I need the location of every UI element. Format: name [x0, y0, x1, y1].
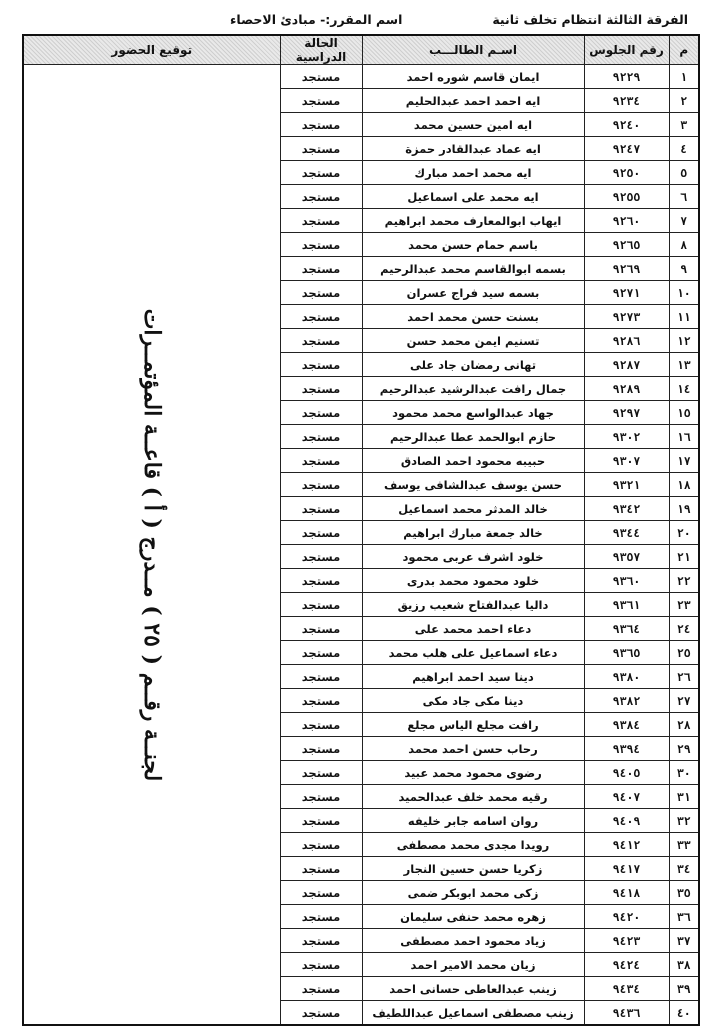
- seat-number: ٩٢٦٥: [584, 233, 669, 257]
- student-name: تسنيم ايمن محمد حسن: [362, 329, 584, 353]
- seat-number: ٩٤٣٦: [584, 1001, 669, 1026]
- study-status: مستجد: [280, 305, 362, 329]
- student-name: خالد المدثر محمد اسماعيل: [362, 497, 584, 521]
- seat-number: ٩٢٢٩: [584, 65, 669, 89]
- seat-number: ٩٤٢٠: [584, 905, 669, 929]
- study-status: مستجد: [280, 833, 362, 857]
- student-name: رحاب حسن احمد محمد: [362, 737, 584, 761]
- study-status: مستجد: [280, 761, 362, 785]
- row-number: ٩: [669, 257, 699, 281]
- row-number: ٣٥: [669, 881, 699, 905]
- row-number: ٣٠: [669, 761, 699, 785]
- row-number: ٣٤: [669, 857, 699, 881]
- study-status: مستجد: [280, 449, 362, 473]
- seat-number: ٩٣٦٤: [584, 617, 669, 641]
- study-status: مستجد: [280, 233, 362, 257]
- study-status: مستجد: [280, 929, 362, 953]
- student-name: ايه احمد احمد عبدالحليم: [362, 89, 584, 113]
- study-status: مستجد: [280, 425, 362, 449]
- student-name: حبيبه محمود احمد الصادق: [362, 449, 584, 473]
- seat-number: ٩٣٢١: [584, 473, 669, 497]
- row-number: ١٠: [669, 281, 699, 305]
- student-name: تهانى رمضان جاد على: [362, 353, 584, 377]
- row-number: ٣٧: [669, 929, 699, 953]
- seat-number: ٩٣٠٢: [584, 425, 669, 449]
- seat-number: ٩٣٦١: [584, 593, 669, 617]
- seat-number: ٩٢٦٩: [584, 257, 669, 281]
- row-number: ٤٠: [669, 1001, 699, 1026]
- study-status: مستجد: [280, 857, 362, 881]
- study-status: مستجد: [280, 905, 362, 929]
- row-number: ١٣: [669, 353, 699, 377]
- row-number: ٢٣: [669, 593, 699, 617]
- row-number: ٣١: [669, 785, 699, 809]
- seat-number: ٩٢٥٥: [584, 185, 669, 209]
- row-number: ٢: [669, 89, 699, 113]
- table-header-row: [23, 35, 699, 65]
- study-status: مستجد: [280, 737, 362, 761]
- study-status: مستجد: [280, 185, 362, 209]
- study-status: مستجد: [280, 785, 362, 809]
- study-status: مستجد: [280, 473, 362, 497]
- student-name: رضوى محمود محمد عبيد: [362, 761, 584, 785]
- row-number: ٢٠: [669, 521, 699, 545]
- row-number: ٤: [669, 137, 699, 161]
- row-number: ٢٢: [669, 569, 699, 593]
- study-status: مستجد: [280, 569, 362, 593]
- group-title: الفرقة الثالثة انتظام تخلف ثانية: [492, 12, 688, 27]
- seat-number: ٩٤١٧: [584, 857, 669, 881]
- student-name: رافت مجلع الياس مجلع: [362, 713, 584, 737]
- student-name: خلود محمود محمد بدرى: [362, 569, 584, 593]
- study-status: مستجد: [280, 713, 362, 737]
- student-name: ايه عماد عبدالقادر حمزة: [362, 137, 584, 161]
- study-status: مستجد: [280, 521, 362, 545]
- study-status: مستجد: [280, 953, 362, 977]
- row-number: ٢١: [669, 545, 699, 569]
- student-name: رويدا مجدى محمد مصطفى: [362, 833, 584, 857]
- study-status: مستجد: [280, 329, 362, 353]
- column-header-sign: توقيع الحضور: [23, 35, 280, 65]
- study-status: مستجد: [280, 809, 362, 833]
- student-name: خالد جمعة مبارك ابراهيم: [362, 521, 584, 545]
- row-number: ٢٥: [669, 641, 699, 665]
- study-status: مستجد: [280, 497, 362, 521]
- student-name: زينب عبدالعاطى حسانى احمد: [362, 977, 584, 1001]
- seat-number: ٩٣٤٢: [584, 497, 669, 521]
- row-number: ٢٨: [669, 713, 699, 737]
- student-name: ايه امين حسين محمد: [362, 113, 584, 137]
- seat-number: ٩٤٢٤: [584, 953, 669, 977]
- study-status: مستجد: [280, 689, 362, 713]
- row-number: ١٩: [669, 497, 699, 521]
- student-name: ايمان قاسم شوره احمد: [362, 65, 584, 89]
- row-number: ٢٦: [669, 665, 699, 689]
- table-row: [23, 65, 699, 89]
- student-name: دعاء احمد محمد على: [362, 617, 584, 641]
- row-number: ٣٦: [669, 905, 699, 929]
- seat-number: ٩٢٨٩: [584, 377, 669, 401]
- seat-number: ٩٣٨٢: [584, 689, 669, 713]
- study-status: مستجد: [280, 401, 362, 425]
- row-number: ١١: [669, 305, 699, 329]
- student-name: ايهاب ابوالمعارف محمد ابراهيم: [362, 209, 584, 233]
- study-status: مستجد: [280, 665, 362, 689]
- course-title: اسم المقرر:- مبادئ الاحصاء: [230, 12, 403, 27]
- study-status: مستجد: [280, 257, 362, 281]
- row-number: ٣٩: [669, 977, 699, 1001]
- student-name: زيان محمد الامير احمد: [362, 953, 584, 977]
- row-number: ٥: [669, 161, 699, 185]
- row-number: ١٦: [669, 425, 699, 449]
- row-number: ٦: [669, 185, 699, 209]
- seat-number: ٩٤٣٤: [584, 977, 669, 1001]
- study-status: مستجد: [280, 593, 362, 617]
- study-status: مستجد: [280, 89, 362, 113]
- row-number: ١٧: [669, 449, 699, 473]
- seat-number: ٩٤٠٧: [584, 785, 669, 809]
- study-status: مستجد: [280, 209, 362, 233]
- student-name: دينا مكى جاد مكى: [362, 689, 584, 713]
- study-status: مستجد: [280, 137, 362, 161]
- seat-number: ٩٣٩٤: [584, 737, 669, 761]
- student-name: حازم ابوالحمد عطا عبدالرحيم: [362, 425, 584, 449]
- table-body: [23, 65, 699, 1026]
- study-status: مستجد: [280, 377, 362, 401]
- seat-number: ٩٤١٢: [584, 833, 669, 857]
- student-name: زياد محمود احمد مصطفى: [362, 929, 584, 953]
- study-status: مستجد: [280, 977, 362, 1001]
- student-name: ايه محمد احمد مبارك: [362, 161, 584, 185]
- seat-number: ٩٢٤٧: [584, 137, 669, 161]
- student-name: بسمه ابوالقاسم محمد عبدالرحيم: [362, 257, 584, 281]
- seat-number: ٩٣٦٠: [584, 569, 669, 593]
- column-header-name: اسـم الطالـــب: [362, 35, 584, 65]
- row-number: ٢٩: [669, 737, 699, 761]
- attendance-table: [22, 34, 700, 1026]
- seat-number: ٩٢٧٣: [584, 305, 669, 329]
- row-number: ١٤: [669, 377, 699, 401]
- seat-number: ٩٢٨٦: [584, 329, 669, 353]
- signature-column: [23, 65, 280, 1026]
- row-number: ٣٣: [669, 833, 699, 857]
- student-name: بسنت حسن محمد احمد: [362, 305, 584, 329]
- study-status: مستجد: [280, 161, 362, 185]
- study-status: مستجد: [280, 281, 362, 305]
- student-name: زكى محمد ابوبكر ضمى: [362, 881, 584, 905]
- seat-number: ٩٤٠٩: [584, 809, 669, 833]
- study-status: مستجد: [280, 113, 362, 137]
- student-name: ايه محمد على اسماعيل: [362, 185, 584, 209]
- seat-number: ٩٢٥٠: [584, 161, 669, 185]
- student-name: زينب مصطفى اسماعيل عبداللطيف: [362, 1001, 584, 1026]
- seat-number: ٩٢٦٠: [584, 209, 669, 233]
- seat-number: ٩٣٤٤: [584, 521, 669, 545]
- column-header-seat: رقم الجلوس: [584, 35, 669, 65]
- row-number: ١٥: [669, 401, 699, 425]
- study-status: مستجد: [280, 881, 362, 905]
- student-name: داليا عبدالفتاح شعيب رزيق: [362, 593, 584, 617]
- seat-number: ٩٣٥٧: [584, 545, 669, 569]
- seat-number: ٩٢٩٧: [584, 401, 669, 425]
- study-status: مستجد: [280, 641, 362, 665]
- student-name: خلود اشرف عربى محمود: [362, 545, 584, 569]
- row-number: ٢٤: [669, 617, 699, 641]
- seat-number: ٩٣٨٤: [584, 713, 669, 737]
- seat-number: ٩٤٢٣: [584, 929, 669, 953]
- study-status: مستجد: [280, 545, 362, 569]
- row-number: ١٨: [669, 473, 699, 497]
- seat-number: ٩٢٧١: [584, 281, 669, 305]
- study-status: مستجد: [280, 65, 362, 89]
- study-status: مستجد: [280, 1001, 362, 1026]
- seat-number: ٩٢٤٠: [584, 113, 669, 137]
- student-name: دعاء اسماعيل على هلب محمد: [362, 641, 584, 665]
- row-number: ٣: [669, 113, 699, 137]
- student-name: زكريا حسن حسين النجار: [362, 857, 584, 881]
- student-name: زهره محمد حنفى سليمان: [362, 905, 584, 929]
- student-name: حسن يوسف عبدالشافى يوسف: [362, 473, 584, 497]
- student-name: دينا سيد احمد ابراهيم: [362, 665, 584, 689]
- committee-note: لجنــة رقــم ( ٢٥ ) مــدرج ( أ ) قاعــة المؤتمــرات: [138, 308, 165, 781]
- seat-number: ٩٤١٨: [584, 881, 669, 905]
- student-name: بسمه سيد فراج عسران: [362, 281, 584, 305]
- seat-number: ٩٤٠٥: [584, 761, 669, 785]
- column-header-num: م: [669, 35, 699, 65]
- seat-number: ٩٣٠٧: [584, 449, 669, 473]
- study-status: مستجد: [280, 617, 362, 641]
- student-name: رقيه محمد خلف عبدالحميد: [362, 785, 584, 809]
- row-number: ٣٢: [669, 809, 699, 833]
- study-status: مستجد: [280, 353, 362, 377]
- student-name: جمال رافت عبدالرشيد عبدالرحيم: [362, 377, 584, 401]
- row-number: ٨: [669, 233, 699, 257]
- student-name: باسم حمام حسن محمد: [362, 233, 584, 257]
- column-header-status: الحالة الدراسية: [280, 35, 362, 65]
- row-number: ٧: [669, 209, 699, 233]
- page-header: [0, 10, 724, 32]
- student-name: جهاد عبدالواسع محمد محمود: [362, 401, 584, 425]
- seat-number: ٩٣٦٥: [584, 641, 669, 665]
- seat-number: ٩٣٨٠: [584, 665, 669, 689]
- row-number: ١٢: [669, 329, 699, 353]
- student-name: روان اسامه جابر خليفه: [362, 809, 584, 833]
- row-number: ٢٧: [669, 689, 699, 713]
- seat-number: ٩٢٨٧: [584, 353, 669, 377]
- row-number: ٣٨: [669, 953, 699, 977]
- seat-number: ٩٢٣٤: [584, 89, 669, 113]
- row-number: ١: [669, 65, 699, 89]
